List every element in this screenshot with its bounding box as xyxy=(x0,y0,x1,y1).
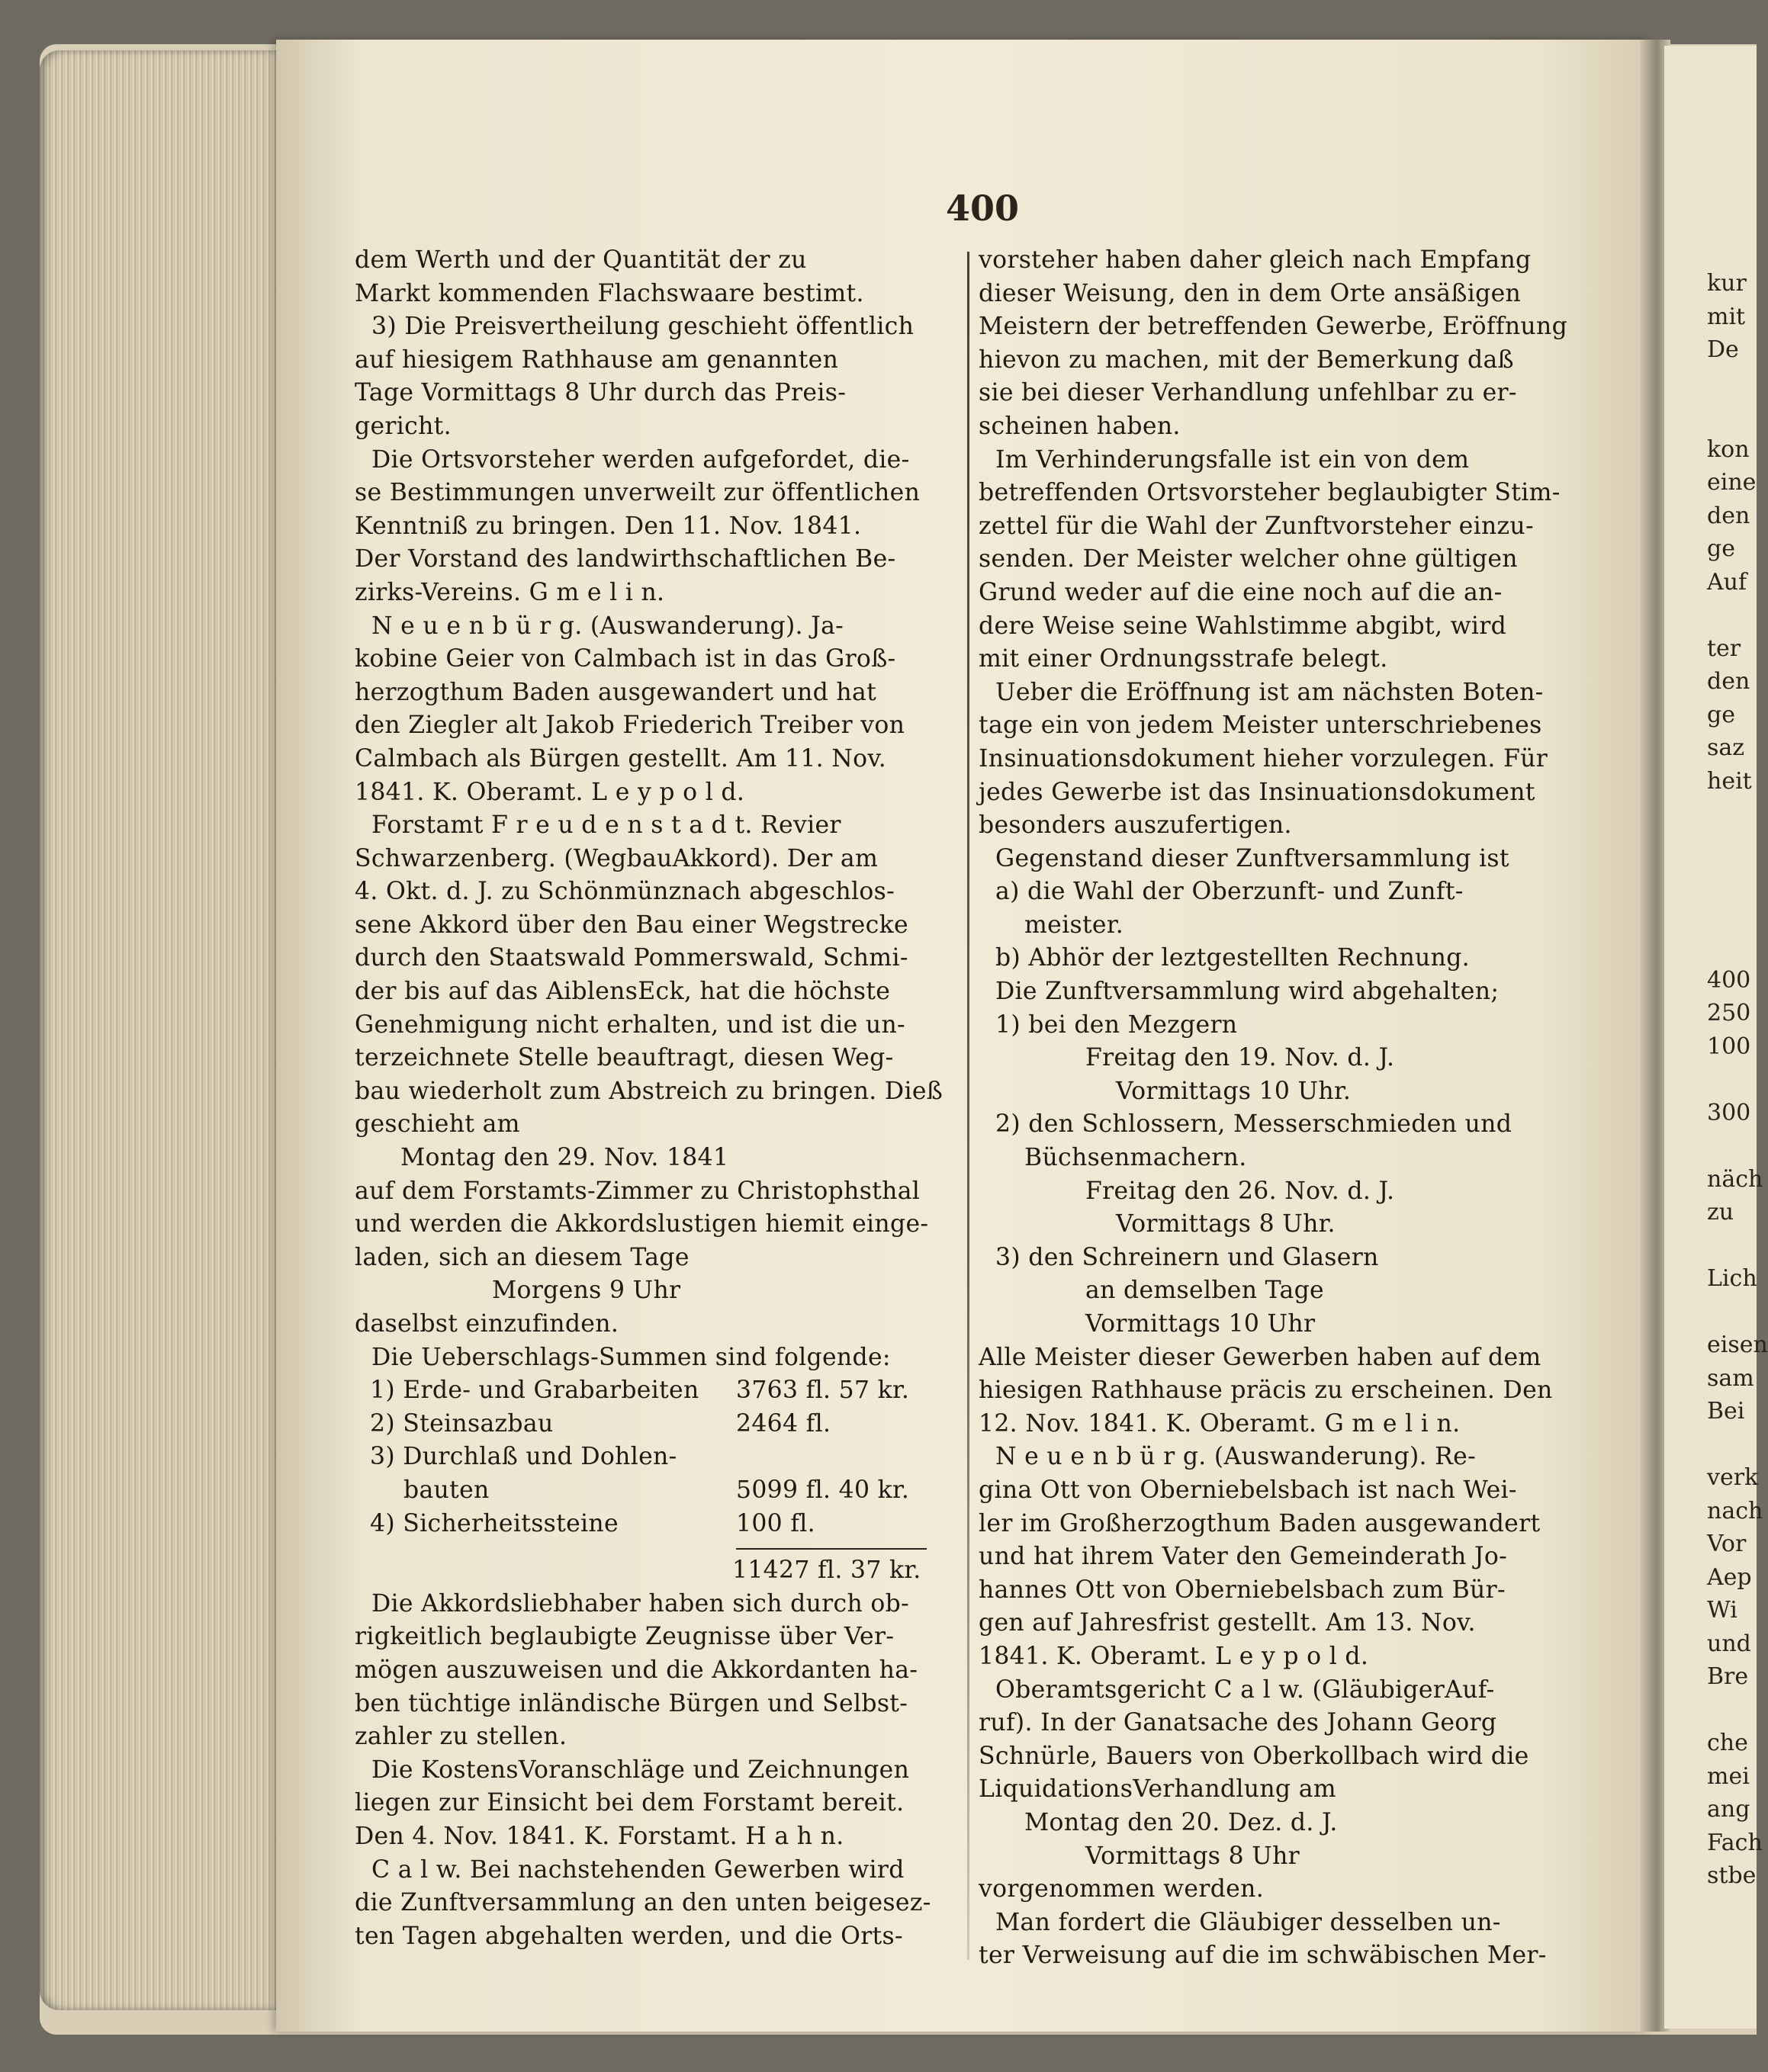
text-line: ler im Großherzogthum Baden ausgewandert xyxy=(979,1509,1541,1537)
text-line: Montag den 20. Dez. d. J. xyxy=(1024,1808,1338,1836)
facing-page-fragment: Vor xyxy=(1707,1531,1747,1557)
facing-page-fragment: saz xyxy=(1707,734,1745,761)
text-line: jedes Gewerbe ist das Insinuationsdokument xyxy=(979,778,1535,806)
text-line: 3) Die Preisvertheilung geschieht öffentlich xyxy=(371,313,915,341)
text-line: geschieht am xyxy=(355,1110,520,1139)
text-line: Genehmigung nicht erhalten, und ist die un- xyxy=(355,1010,905,1039)
right-column-lines xyxy=(979,244,1568,1973)
text-line: 1841. K. Oberamt. L e y p o l d. xyxy=(979,1642,1369,1670)
text-line: Schnürle, Bauers von Oberkollbach wird die xyxy=(979,1742,1529,1770)
facing-page-fragment: ter xyxy=(1707,634,1741,662)
text-line: und hat ihrem Vater den Gemeinderath Jo- xyxy=(979,1543,1508,1571)
text-line: b) Abhör der leztgestellten Rechnung. xyxy=(995,944,1470,972)
text-line: sene Akkord über den Bau einer Wegstrecke xyxy=(355,911,908,939)
left-column-lines xyxy=(355,244,943,1142)
sum-amount: 2464 fl. xyxy=(736,1409,831,1438)
page-edges xyxy=(40,50,276,2010)
facing-page-fragment: mei xyxy=(1707,1762,1750,1790)
sum-amount: 3763 fl. 57 kr. xyxy=(736,1377,910,1405)
page-number: 400 xyxy=(946,188,1020,229)
facing-page-fragment: eine xyxy=(1707,469,1757,496)
facing-page-fragment: 250 xyxy=(1707,1000,1751,1026)
text-line: auf dem Forstamts-Zimmer zu Christophsthal xyxy=(355,1177,921,1205)
text-line: a) die Wahl der Oberzunft- und Zunft- xyxy=(995,878,1464,906)
text-line: ben tüchtige inländische Bürgen und Selbst- xyxy=(355,1689,908,1717)
facing-page-fragment: heit xyxy=(1707,767,1752,795)
text-line: senden. Der Meister welcher ohne gültigen xyxy=(979,545,1518,573)
sum-label: 1) Erde- und Grabarbeiten xyxy=(370,1377,699,1405)
text-line: terzeichnete Stelle beauftragt, diesen Weg- xyxy=(355,1044,894,1072)
text-line: vorsteher haben daher gleich nach Empfang xyxy=(979,246,1532,274)
facing-page-fragment: und xyxy=(1707,1630,1751,1657)
facing-page-fragment: eisen xyxy=(1707,1332,1768,1358)
text-line: Man fordert die Gläubiger desselben un- xyxy=(995,1908,1501,1936)
facing-page-fragment: den xyxy=(1707,502,1750,529)
text-line: dere Weise seine Wahlstimme abgibt, wird xyxy=(979,612,1507,640)
date-line: Montag den 29. Nov. 1841 xyxy=(400,1144,729,1172)
sum-row xyxy=(355,1408,934,1441)
text-line: besonders auszufertigen. xyxy=(979,811,1292,840)
text-line: und werden die Akkordslustigen hiemit einge- xyxy=(355,1210,929,1238)
left-column xyxy=(355,244,943,1953)
facing-page-fragment: Fach xyxy=(1707,1829,1763,1856)
text-line: 1841. K. Oberamt. L e y p o l d. xyxy=(355,778,745,806)
text-line: Grund weder auf die eine noch auf die an- xyxy=(979,578,1503,606)
text-line: bau wiederholt zum Abstreich zu bringen. Dieß xyxy=(355,1077,943,1105)
text-line: gericht. xyxy=(355,412,452,440)
text-line: Den 4. Nov. 1841. K. Forstamt. H a h n. xyxy=(355,1822,844,1850)
sum-rule xyxy=(736,1548,927,1550)
text-line: herzogthum Baden ausgewandert und hat xyxy=(355,678,877,706)
text-line: Kenntniß zu bringen. Den 11. Nov. 1841. xyxy=(355,512,862,540)
sum-amount xyxy=(736,1441,934,1474)
sum-row xyxy=(355,1374,934,1408)
sum-amount: 5099 fl. 40 kr. xyxy=(736,1476,910,1504)
text-line: tage ein von jedem Meister unterschriebenes xyxy=(979,712,1542,740)
facing-page-fragment: Aep xyxy=(1707,1563,1752,1591)
text-line: Forstamt F r e u d e n s t a d t. Revier xyxy=(371,811,841,840)
facing-page-fragment: ge xyxy=(1707,701,1735,728)
sum-amount: 100 fl. xyxy=(736,1509,815,1537)
sum-label: bauten xyxy=(403,1476,490,1504)
text-line: zirks-Vereins. G m e l i n. xyxy=(355,578,665,606)
text-line: laden, sich an diesem Tage xyxy=(355,1243,690,1271)
text-line: rigkeitlich beglaubigte Zeugnisse über Ver- xyxy=(355,1623,895,1651)
column-divider xyxy=(967,252,969,1960)
text-line: den Ziegler alt Jakob Friederich Treiber von xyxy=(355,712,905,740)
text-line: ruf). In der Ganatsache des Johann Georg xyxy=(979,1709,1497,1737)
text-line: LiquidationsVerhandlung am xyxy=(979,1775,1336,1804)
text-line: ten Tagen abgehalten werden, und die Orts- xyxy=(355,1922,903,1950)
text-line: Die Zunftversammlung wird abgehalten; xyxy=(995,978,1500,1006)
facing-page-fragment: näch xyxy=(1707,1165,1763,1193)
text-line: ter Verweisung auf die im schwäbischen Mer- xyxy=(979,1942,1547,1970)
facing-page-fragment: ang xyxy=(1707,1796,1750,1823)
text-line: Die KostensVoranschläge und Zeichnungen xyxy=(371,1756,910,1784)
facing-page-fragment: 400 xyxy=(1707,966,1751,994)
facing-page-fragment: De xyxy=(1707,336,1739,363)
sum-label: 4) Sicherheitssteine xyxy=(370,1509,619,1537)
text-line: Alle Meister dieser Gewerben haben auf dem xyxy=(979,1343,1541,1371)
text-line: N e u e n b ü r g. (Auswanderung). Ja- xyxy=(371,612,844,640)
facing-page-fragment: Lich xyxy=(1707,1265,1757,1292)
text-line: der bis auf das AiblensEck, hat die höchste xyxy=(355,978,891,1006)
text-line: zahler zu stellen. xyxy=(355,1723,567,1751)
text-line: 4. Okt. d. J. zu Schönmünznach abgeschlos- xyxy=(355,878,895,906)
facing-page-fragment: Wi xyxy=(1707,1597,1737,1624)
text-line: Vormittags 10 Uhr xyxy=(1085,1310,1316,1338)
text-line: dieser Weisung, den in dem Orte ansäßigen xyxy=(979,279,1522,307)
text-line: Tage Vormittags 8 Uhr durch das Preis- xyxy=(355,379,847,407)
text-line: Die Akkordsliebhaber haben sich durch ob- xyxy=(371,1589,910,1617)
facing-page-fragment: sam xyxy=(1707,1364,1754,1392)
text-line: meister. xyxy=(1024,911,1124,939)
facing-page-fragment: Bre xyxy=(1707,1663,1749,1690)
text-line: Vormittags 10 Uhr. xyxy=(1116,1077,1352,1105)
text-line: Oberamtsgericht C a l w. (GläubigerAuf- xyxy=(995,1675,1495,1704)
text-line: Freitag den 26. Nov. d. J. xyxy=(1085,1177,1395,1205)
text-line: daselbst einzufinden. xyxy=(355,1310,619,1338)
text-line: mit einer Ordnungsstrafe belegt. xyxy=(979,645,1388,673)
text-line: kobine Geier von Calmbach ist in das Groß- xyxy=(355,645,896,673)
text-line: 2) den Schlossern, Messerschmieden und xyxy=(995,1110,1512,1139)
sum-label: 2) Steinsazbau xyxy=(370,1409,554,1438)
facing-page-fragment: Auf xyxy=(1707,568,1747,596)
sum-row xyxy=(355,1441,934,1474)
text-line: scheinen haben. xyxy=(979,412,1181,440)
text-line: Meistern der betreffenden Gewerbe, Eröffnung xyxy=(979,313,1568,341)
facing-page-fragment: verk xyxy=(1707,1464,1759,1491)
facing-page-fragment: stbe xyxy=(1707,1862,1757,1889)
text-line: Die Ueberschlags-Summen sind folgende: xyxy=(371,1343,891,1371)
text-line: Markt kommenden Flachswaare bestimt. xyxy=(355,279,864,307)
text-line: hievon zu machen, mit der Bemerkung daß xyxy=(979,345,1514,374)
text-line: 1) bei den Mezgern xyxy=(995,1010,1238,1039)
text-line: durch den Staatswald Pommerswald, Schmi- xyxy=(355,944,908,972)
text-line: Ueber die Eröffnung ist am nächsten Boten- xyxy=(995,678,1544,706)
text-line: 12. Nov. 1841. K. Oberamt. G m e l i n. xyxy=(979,1409,1461,1438)
text-line: 3) den Schreinern und Glasern xyxy=(995,1243,1379,1271)
facing-page-fragment: zu xyxy=(1707,1199,1734,1226)
left-closing xyxy=(355,1588,934,1954)
facing-page-fragment: 300 xyxy=(1707,1099,1751,1126)
left-after-date xyxy=(355,1175,934,1275)
facing-page-fragment: ge xyxy=(1707,535,1735,562)
text-line: zettel für die Wahl der Zunftvorsteher einzu- xyxy=(979,512,1534,540)
sum-row xyxy=(355,1508,934,1541)
text-line: C a l w. Bei nachstehenden Gewerben wird xyxy=(371,1855,905,1884)
facing-page-fragment: che xyxy=(1707,1730,1748,1756)
sum-total: 11427 fl. 37 kr. xyxy=(732,1556,921,1585)
sums-table xyxy=(355,1374,934,1540)
text-line: Vormittags 8 Uhr. xyxy=(1116,1210,1336,1238)
facing-page-fragment: mit xyxy=(1707,303,1746,330)
facing-page-fragment: 100 xyxy=(1707,1033,1751,1060)
text-line: Die Ortsvorsteher werden aufgefordet, die- xyxy=(371,445,910,474)
text-line: hiesigen Rathhause präcis zu erscheinen. Den xyxy=(979,1377,1553,1405)
text-line: Im Verhinderungsfalle ist ein von dem xyxy=(995,445,1470,474)
text-line: gen auf Jahresfrist gestellt. Am 13. Nov. xyxy=(979,1609,1476,1637)
sum-row xyxy=(355,1474,934,1508)
facing-page-fragment: Bei xyxy=(1707,1398,1745,1425)
text-line: auf hiesigem Rathhause am genannten xyxy=(355,345,839,374)
facing-page-fragment: nach xyxy=(1707,1497,1763,1524)
text-line: Gegenstand dieser Zunftversammlung ist xyxy=(995,844,1509,872)
sum-label: 3) Durchlaß und Dohlen- xyxy=(370,1443,677,1471)
text-line: N e u e n b ü r g. (Auswanderung). Re- xyxy=(995,1443,1477,1471)
text-line: Vormittags 8 Uhr xyxy=(1085,1842,1300,1870)
text-line: gina Ott von Oberniebelsbach ist nach Wei- xyxy=(979,1476,1517,1504)
text-line: Der Vorstand des landwirthschaftlichen Be- xyxy=(355,545,896,573)
text-line: betreffenden Ortsvorsteher beglaubigter Stim- xyxy=(979,479,1561,507)
text-line: Calmbach als Bürgen gestellt. Am 11. Nov. xyxy=(355,744,887,773)
facing-page-fragment: kon xyxy=(1707,435,1750,463)
time-line: Morgens 9 Uhr xyxy=(492,1277,681,1305)
left-after-time xyxy=(355,1308,934,1374)
right-column xyxy=(979,244,1568,1973)
text-line: an demselben Tage xyxy=(1085,1277,1324,1305)
text-line: Insinuationsdokument hieher vorzulegen. Für xyxy=(979,744,1548,773)
text-line: mögen auszuweisen und die Akkordanten ha- xyxy=(355,1656,918,1684)
text-line: Freitag den 19. Nov. d. J. xyxy=(1085,1044,1395,1072)
text-line: Büchsenmachern. xyxy=(1024,1144,1247,1172)
text-line: dem Werth und der Quantität der zu xyxy=(355,246,807,274)
text-line: vorgenommen werden. xyxy=(979,1875,1265,1903)
text-line: hannes Ott von Oberniebelsbach zum Bür- xyxy=(979,1576,1506,1604)
facing-page-fragment: den xyxy=(1707,668,1750,695)
text-line: Schwarzenberg. (WegbauAkkord). Der am xyxy=(355,844,879,872)
facing-page-fragment: kur xyxy=(1707,270,1747,297)
text-line: sie bei dieser Verhandlung unfehlbar zu er- xyxy=(979,379,1517,407)
text-line: liegen zur Einsicht bei dem Forstamt bereit. xyxy=(355,1789,905,1817)
text-line: die Zunftversammlung an den unten beigesez- xyxy=(355,1889,931,1917)
text-line: se Bestimmungen unverweilt zur öffentlichen xyxy=(355,479,921,507)
